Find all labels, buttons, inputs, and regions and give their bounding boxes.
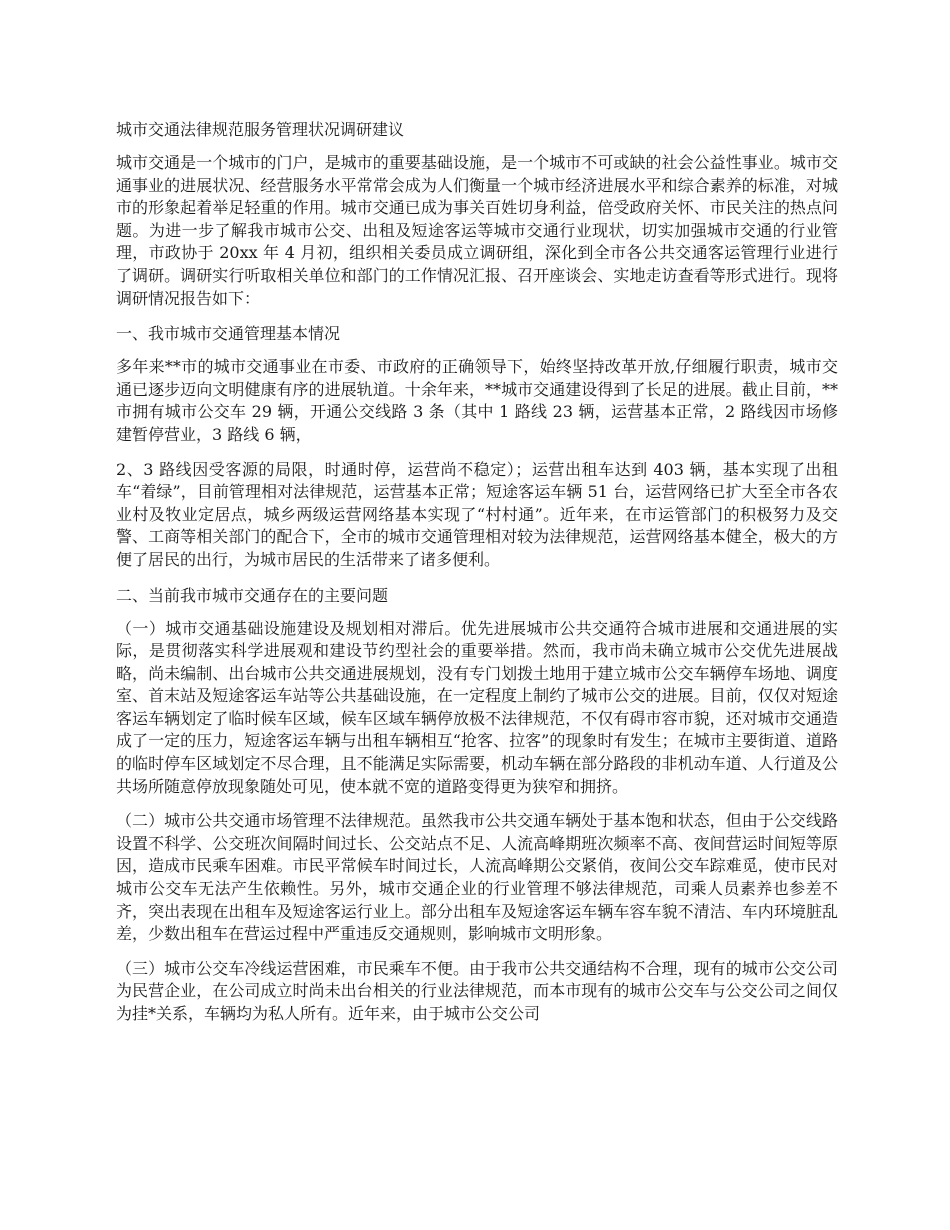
section-2-paragraph-1: （一）城市交通基础设施建设及规划相对滞后。优先进展城市公共交通符合城市进展和交通进展的实际，是贯彻落实科学进展观和建设节约型社会的重要举措。然而，我市尚未确立城市公交优先进展战略，尚未编制、出台城市公共交通进展规划，没有专门划拨土地用于建立城市公交车辆停车场地、调度室、首末站及短途客运车站等公共基础设施，在一定程度上制约了城市公交的进展。目前，仅仅对短途客运车辆划定了临时候车区域，候车区域车辆停放极不法律规范，不仅有碍市容市貌，还对城市交通造成了一定的压力，短途客运车辆与出租车辆相互“抢客、拉客”的现象时有发生；在城市主要街道、道路的临时停车区域划定不尽合理，且不能满足实际需要，机动车辆在部分路段的非机动车道、人行道及公共场所随意停放现象随处可见，使本就不宽的道路变得更为狭窄和拥挤。 bbox=[116, 618, 838, 796]
section-2-paragraph-3: （三）城市公交车冷线运营困难，市民乘车不便。由于我市公共交通结构不合理，现有的城市公交公司为民营企业，在公司成立时尚未出台相关的行业法律规范，而本市现有的城市公交车与公交公司之间仅为挂*关系，车辆均为私人所有。近年来，由于城市公交公司 bbox=[116, 958, 838, 1023]
section-1-paragraph-2: 2、3 路线因受客源的局限，时通时停，运营尚不稳定）；运营出租车达到 403 辆，基本实现了出租车“着绿”，目前管理相对法律规范，运营基本正常；短途客运车辆 51 台，运营网络已扩大至全市各农业村及牧业定居点，城乡两级运营网络基本实现了“村村通”。近年来，在市运管部门的积极努力及交警、工商等相关部门的配合下，全市的城市交通管理相对较为法律规范，运营网络基本健全，极大的方便了居民的出行，为城市居民的生活带来了诸多便利。 bbox=[116, 459, 838, 569]
intro-paragraph: 城市交通是一个城市的门户，是城市的重要基础设施，是一个城市不可或缺的社会公益性事业。城市交通事业的进展状况、经营服务水平常常会成为人们衡量一个城市经济进展水平和综合素养的标准，对城市的形象起着举足轻重的作用。城市交通已成为事关百姓切身利益，倍受政府关怀、市民关注的热点问题。为进一步了解我市城市公交、出租及短途客运等城市交通行业现状，切实加强城市交通的行业管理，市政协于 20xx 年 4 月初，组织相关委员成立调研组，深化到全市各公共交通客运管理行业进行了调研。调研实行听取相关单位和部门的工作情况汇报、召开座谈会、实地走访查看等形式进行。现将调研情况报告如下： bbox=[116, 153, 838, 308]
document-title: 城市交通法律规范服务管理状况调研建议 bbox=[116, 120, 405, 139]
section-1-heading: 一、我市城市交通管理基本情况 bbox=[116, 324, 341, 344]
section-2-heading: 二、当前我市城市交通存在的主要问题 bbox=[116, 585, 389, 605]
document-page bbox=[116, 118, 838, 1038]
section-1-paragraph-1: 多年来**市的城市交通事业在市委、市政府的正确领导下，始终坚持改革开放,仔细履行职责，城市交通已逐步迈向文明健康有序的进展轨道。十余年来，**城市交通建设得到了长足的进展。截止目前，**市拥有城市公交车 29 辆，开通公交线路 3 条（其中 1 路线 23 辆，运营基本正常，2 路线因市场修建暂停营业，3 路线 6 辆， bbox=[116, 357, 838, 444]
section-2-paragraph-2: （二）城市公共交通市场管理不法律规范。虽然我市公共交通车辆处于基本饱和状态，但由于公交线路设置不科学、公交班次间隔时间过长、公交站点不足、人流高峰期班次频率不高、夜间营运时间短等原因，造成市民乘车困难。市民平常候车时间过长，人流高峰期公交紧俏，夜间公交车踪难觅，使市民对城市公交车无法产生依赖性。另外，城市交通企业的行业管理不够法律规范，司乘人员素养也参差不齐，突出表现在出租车及短途客运行业上。部分出租车及短途客运车辆车容车貌不清洁、车内环境脏乱差，少数出租车在营运过程中严重违反交通规则，影响城市文明形象。 bbox=[116, 811, 838, 944]
